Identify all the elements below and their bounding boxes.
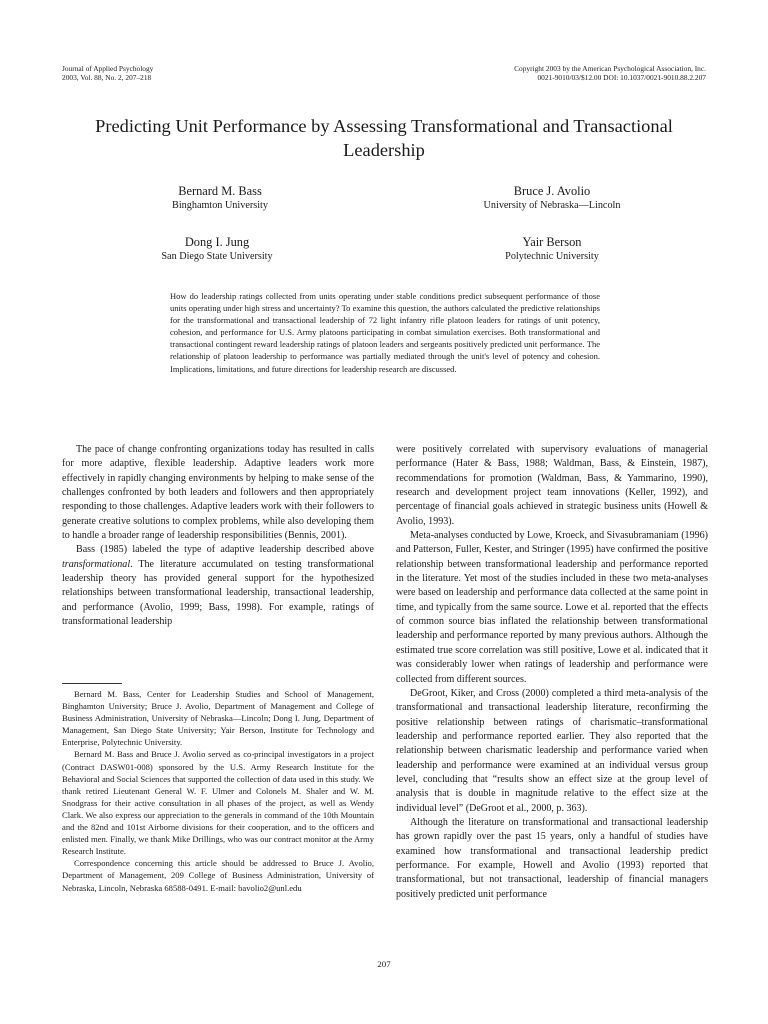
footnote-affiliations: Bernard M. Bass, Center for Leadership Studies and School of Management, Binghamton University; Bruce J. Avolio, Department of Management and College of Business Administration, University of Nebraska—Lincoln; Dong I. Jung, Department of Management, San Diego State University; Yair Berson, Institute for Technology and Enterprise, Polytechnic University. [62,689,374,748]
paragraph: Although the literature on transformational and transactional leadership has grown rapidly over the past 15 years, only a handful of studies have examined how transformational and transactional leadership predict performance. For example, Howell and Avolio (1993) reported that transformational, but not transactional, leadership of financial managers positively predicted unit performance [396,816,708,900]
abstract: How do leadership ratings collected from units operating under stable conditions predict subsequent performance of those units operating under high stress and uncertainty? To examine this question, the authors calculated the predictive relationships for the transformational and transactional leadership of 72 light infantry rifle platoon leaders for ratings of unit potency, cohesion, and performance for U.S. Army platoons participating in combat simulation exercises. Both transformational and transactional contingent reward leadership ratings of platoon leaders and sergeants positively predicted unit performance. The relationship of platoon leadership to performance was partially mediated through the unit's level of potency and cohesion. Implications, limitations, and future directions for leadership research are discussed. [170,291,600,374]
paragraph: The pace of change confronting organizations today has resulted in calls for more adaptive, flexible leadership. Adaptive leaders work more effectively in rapidly changing environments by helping to make sense of the challenges confronted by both leaders and followers and then appropriately responding to those challenges. Adaptive leaders work with their followers to generate creative solutions to complex problems, while also developing them to handle a broader range of leadership responsibilities (Bennis, 2001). [62,444,374,542]
author-name: Yair Berson [522,235,582,249]
left-column [62,443,374,629]
page-number: 207 [377,959,391,969]
author-name: Bruce J. Avolio [513,184,591,198]
author-name: Bernard M. Bass [178,184,262,198]
journal-name: Journal of Applied Psychology [62,64,154,73]
copyright-notice: Copyright 2003 by the American Psychological Association, Inc. [514,64,706,73]
journal-volume: 2003, Vol. 88, No. 2, 207–218 [62,73,152,82]
paragraph: were positively correlated with supervisory evaluations of managerial performance (Hater & Bass, 1988; Waldman, Bass, & Einstein, 1987), recommendations for promotion (Waldman, Bass, & Yammarino, 1990), research and development project team innovations (Keller, 1992), and percentage of financial goals achieved in strategic business units (Howell & Avolio, 1993). [396,444,708,527]
author-name: Dong I. Jung [184,235,250,249]
author-affiliation: Polytechnic University [505,251,599,262]
author-berson [452,235,652,263]
author-affiliation: San Diego State University [161,251,273,262]
author-affiliation: University of Nebraska—Lincoln [483,200,621,211]
author-jung [117,235,317,263]
paragraph: Bass (1985) labeled the type of adaptive leadership described above transformational. The literature accumulated on testing transformational leadership theory has provided general support for the hypothesized relationships between transformational leadership, transactional leadership, and performance (Avolio, 1999; Bass, 1998). For example, ratings of transformational leadership [62,544,374,628]
paragraph: Meta-analyses conducted by Lowe, Kroeck, and Sivasubramaniam (1996) and Patterson, Fuller, Kester, and Stringer (1995) have confirmed the positive relationship between transformational leadership and performance reported in the literature. Yet most of the studies included in these two meta-analyses were based on leadership and performance data collected at the same point in time, and typically from the same source. Lowe et al. reported that the effects of common source bias inflated the relationship between transformational leadership and performance reported by many previous authors. Although the estimated true score correlation was still positive, Lowe et al. indicated that it was considerably lower when ratings of leadership and performance were collected from different sources. [396,530,708,685]
emphasis-term: transformational [62,558,131,570]
copyright-info [514,64,706,82]
footnote-divider [62,683,122,684]
right-column [396,443,708,902]
doi-line: 0021-9010/03/$12.00 DOI: 10.1037/0021-9010.88.2.207 [537,73,706,82]
journal-info [62,64,153,82]
author-avolio [452,184,652,212]
footnote-correspondence: Correspondence concerning this article should be addressed to Bruce J. Avolio, Department of Management, 209 College of Business Administration, University of Nebraska, Lincoln, Nebraska 68588-0491. E-mail: bavolio2@unl.edu [62,858,374,893]
author-bass [120,184,320,212]
author-affiliation: Binghamton University [172,200,268,211]
footnote-acknowledgments: Bernard M. Bass and Bruce J. Avolio served as co-principal investigators in a project (Contract DASW01-008) sponsored by the U.S. Army Research Institute for the Behavioral and Social Sciences that supported the collection of data used in this study. We thank retired Lieutenant General W. F. Ulmer and Colonels M. Shaler and W. M. Snodgrass for their active consultation in all phases of the project, as well as Wendy Clark. We also express our appreciation to the generals in command of the 10th Mountain and the 82nd and 101st Airborne divisions for their cooperation, and to the officers and enlisted men. Finally, we thank Mike Drillings, who was our contract monitor at the Army Research Institute. [62,749,374,857]
author-note [62,688,374,894]
paragraph: DeGroot, Kiker, and Cross (2000) completed a third meta-analysis of the transformational and transactional leadership literature, reconfirming the positive relationship between ratings of charismatic–transformational leadership and performance reported earlier. They also reported that the relationship between charismatic leadership and performance varied when leadership and performance were examined at an individual versus group level, concluding that “results show an effect size at the group level of analysis that is double in magnitude relative to the effect size at the individual level” (DeGroot et al., 2000, p. 363). [396,687,708,814]
article-title: Predicting Unit Performance by Assessing Transformational and Transactional Leadership [95,116,673,160]
